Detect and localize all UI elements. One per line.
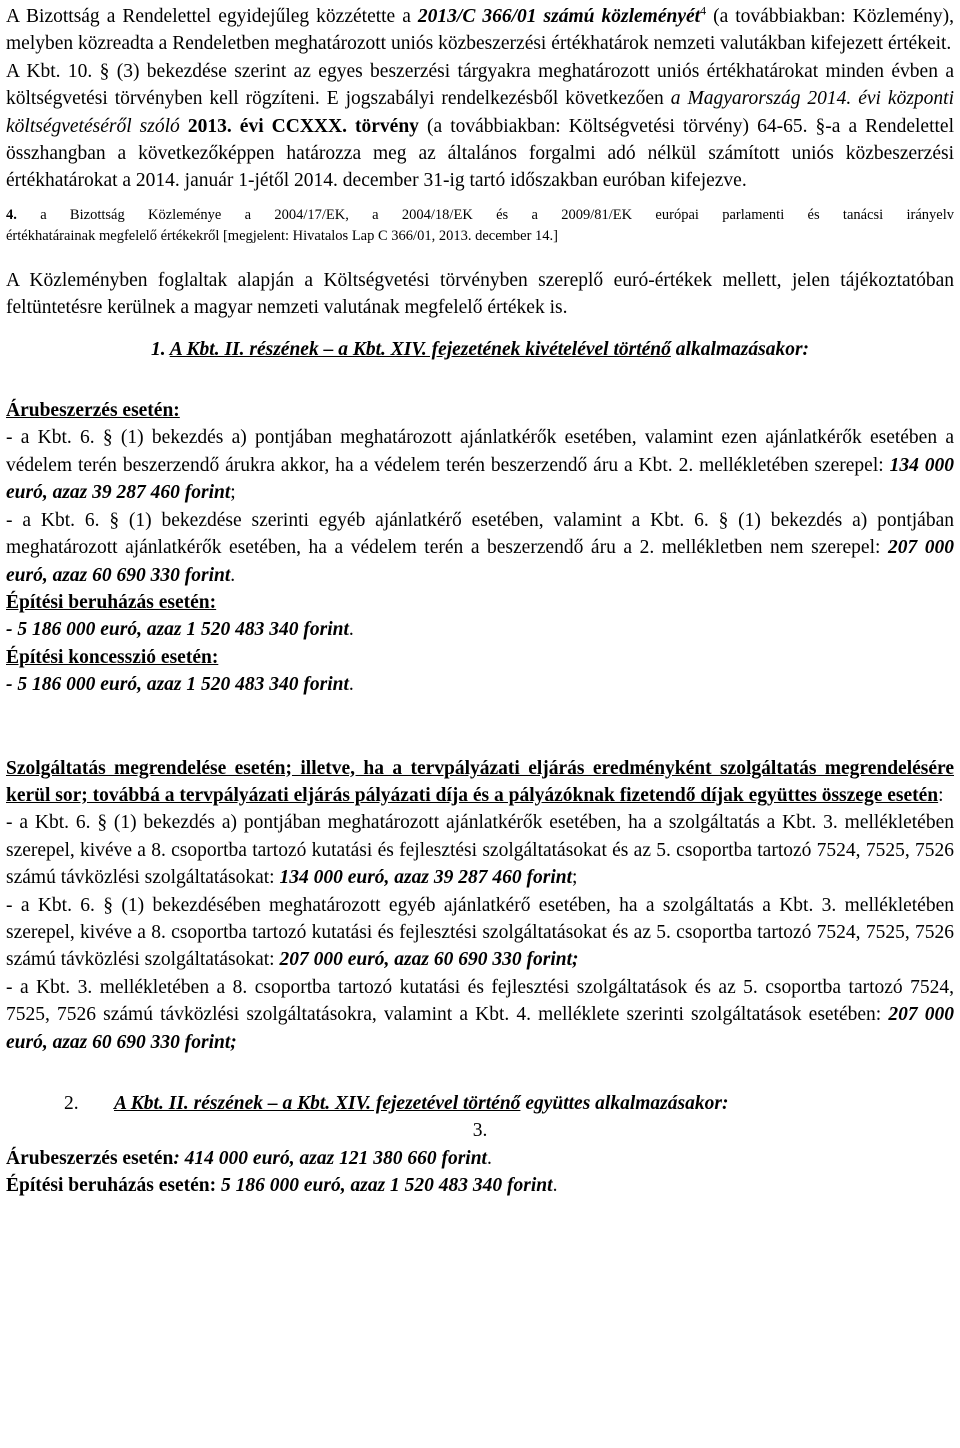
concession-value xyxy=(6,671,954,698)
footnote-line-2: értékhatárainak megfelelő értékekről [megjelent: Hivatalos Lap C 366/01, 2013. december 14.] xyxy=(6,227,558,244)
services-heading xyxy=(6,755,954,810)
footnote-reference: 4 xyxy=(700,3,707,18)
text: . xyxy=(348,674,354,696)
footnote-number: 4. xyxy=(6,206,17,223)
section-number: 1. xyxy=(150,338,166,360)
section-1-title xyxy=(6,336,954,363)
text: . xyxy=(230,564,236,586)
law-number: 2013. évi CCXXX. törvény xyxy=(187,115,419,137)
works-value xyxy=(6,616,954,643)
page-number: 3. xyxy=(472,1120,488,1142)
goods-item-2 xyxy=(6,507,954,589)
summary-paragraph: A Közleményben foglaltak alapján a Költségvetési törvényben szereplő euró-értékek mellett, jelen tájékoztatóban feltüntetésre kerülnek a magyar nemzeti valutának megfelelő értékek is. xyxy=(6,269,954,319)
works-heading: Építési beruházás esetén: xyxy=(6,591,217,613)
threshold-value: 5 186 000 euró, azaz 1 520 483 340 forint xyxy=(221,1175,553,1197)
section-2-title xyxy=(6,1090,954,1117)
text: A Bizottság a Rendelettel egyidejűleg közzétette a xyxy=(6,6,418,27)
threshold-value: 134 000 euró, azaz 39 287 460 forint xyxy=(279,867,572,889)
text: - a Kbt. 6. § (1) bekezdésében meghatározott egyéb ajánlatkérő esetében, ha a szolgáltatás a Kbt. 3. mellékletében szerepel, kivéve a 8. csoportba tartozó kutatási és fejlesztési szolgáltatásokat és az 5. csoportba tartozó 7524, 7525, 7526 számú távközlési szolgáltatásokat: xyxy=(6,894,954,971)
section-title-underlined: A Kbt. II. részének – a Kbt. XIV. fejezetével történő xyxy=(114,1093,521,1114)
section-2-works xyxy=(6,1172,954,1199)
text: - a Kbt. 3. mellékletében a 8. csoportba tartozó kutatási és fejlesztési szolgáltatások és az 5. csoportba tartozó 7524, 7525, 7526 számú távközlési szolgáltatásokra, valamint a Kbt. 4. melléklete szerinti szolgáltatások esetében: xyxy=(6,976,954,1026)
text: - a Kbt. 6. § (1) bekezdés a) pontjában meghatározott ajánlatkérők esetében, valamint ezen ajánlatkérők esetében a védelem terén beszerzendő árukra akkor, ha a védelem terén beszerzendő áru a Kbt. 2. mellékletében szerepel: xyxy=(6,427,954,476)
text: (a továbbiakban: Közlemény), melyben közreadta a Rendeletben meghatározott uniós közbeszerzési értékhatárok nemzeti valutákban kifejezett értékeit. xyxy=(6,6,954,55)
text: ; xyxy=(230,482,236,504)
text: (a továbbiakban: Költségvetési törvény) 64-65. §-a a Rendelettel összhangban a következőképpen határozza meg az általános forgalmi adó nélkül számított uniós közbeszerzési értékhatárokat a 2014. január 1-jétől 2014. december 31-ig tartó időszakban euróban kifejezve. xyxy=(6,115,954,192)
publication-reference: 2013/C 366/01 számú közleményét xyxy=(417,6,701,27)
text: A Kbt. 10. § (3) bekezdése szerint az egyes beszerzési tárgyakra meghatározott uniós értékhatárokat minden évben a költségvetési törvényben kell rögzíteni. E jogszabályi rendelkezésből következően xyxy=(6,60,954,110)
intro-paragraph-1 xyxy=(6,3,954,58)
section-title-rest: alkalmazásakor: xyxy=(670,338,810,360)
intro-paragraph-2 xyxy=(6,58,954,195)
threshold-value: 207 000 euró, azaz 60 690 330 forint; xyxy=(279,949,579,971)
text: . xyxy=(552,1175,558,1197)
threshold-value: - 5 186 000 euró, azaz 1 520 483 340 forint xyxy=(6,619,349,641)
text: - a Kbt. 6. § (1) bekezdés a) pontjában meghatározott ajánlatkérők esetében, ha a szolgáltatás a Kbt. 3. mellékletében szerepel, kivéve a 8. csoportba tartozó kutatási és fejlesztési szolgáltatásokat és az 5. csoportba tartozó 7524, 7525, 7526 számú távközlési szolgáltatásokat: xyxy=(6,812,954,889)
footnote-text: a Bizottság Közleménye a 2004/17/EK, a 2004/18/EK és a 2009/81/EK európai parlamenti és tanácsi irányelv xyxy=(40,206,954,223)
services-heading-text: Szolgáltatás megrendelése esetén; illetve, ha a tervpályázati eljárás eredményként szolgáltatás megrendelésére kerül sor; továbbá a tervpályázati eljárás pályázati díja és a pályázóknak fizetendő díjak együttes összege esetén xyxy=(6,757,954,806)
goods-heading: Árubeszerzés esetén: xyxy=(6,400,180,422)
services-item-2 xyxy=(6,892,954,974)
section-2-goods xyxy=(6,1145,954,1172)
law-title: a Magyarország 2014. évi központi költségvetéséről szóló xyxy=(6,88,955,137)
text: : xyxy=(938,784,944,806)
threshold-value: : 414 000 euró, azaz 121 380 660 forint xyxy=(173,1147,487,1169)
footnote xyxy=(6,205,954,247)
text: - a Kbt. 6. § (1) bekezdése szerinti egyéb ajánlatkérő esetében, valamint a Kbt. 6. § (1) bekezdés a) pontjában meghatározott ajánlatkérők esetében, ha a védelem terén a beszerzendő áru a 2. mellékletben nem szerepel: xyxy=(6,509,954,559)
threshold-value: 207 000 euró, azaz 60 690 330 forint xyxy=(6,537,954,586)
services-item-1 xyxy=(6,809,954,891)
text: ; xyxy=(572,867,578,889)
label: Építési beruházás esetén: xyxy=(6,1175,222,1197)
text: . xyxy=(486,1147,492,1169)
goods-item-1 xyxy=(6,424,954,506)
threshold-value: - 5 186 000 euró, azaz 1 520 483 340 forint xyxy=(6,674,349,696)
label: Árubeszerzés esetén xyxy=(6,1147,174,1169)
services-item-3 xyxy=(6,974,954,1056)
concession-heading: Építési koncesszió esetén: xyxy=(6,646,219,668)
section-title-rest: együttes alkalmazásakor: xyxy=(520,1093,729,1114)
text: . xyxy=(348,619,354,641)
footnote-line-1 xyxy=(6,205,954,226)
threshold-value: 207 000 euró, azaz 60 690 330 forint; xyxy=(6,1004,955,1053)
threshold-value: 134 000 euró, azaz 39 287 460 forint xyxy=(6,454,955,504)
section-number: 2. xyxy=(64,1093,79,1114)
section-title-underlined: A Kbt. II. részének – a Kbt. XIV. fejezetének kivételével történő xyxy=(169,338,671,360)
